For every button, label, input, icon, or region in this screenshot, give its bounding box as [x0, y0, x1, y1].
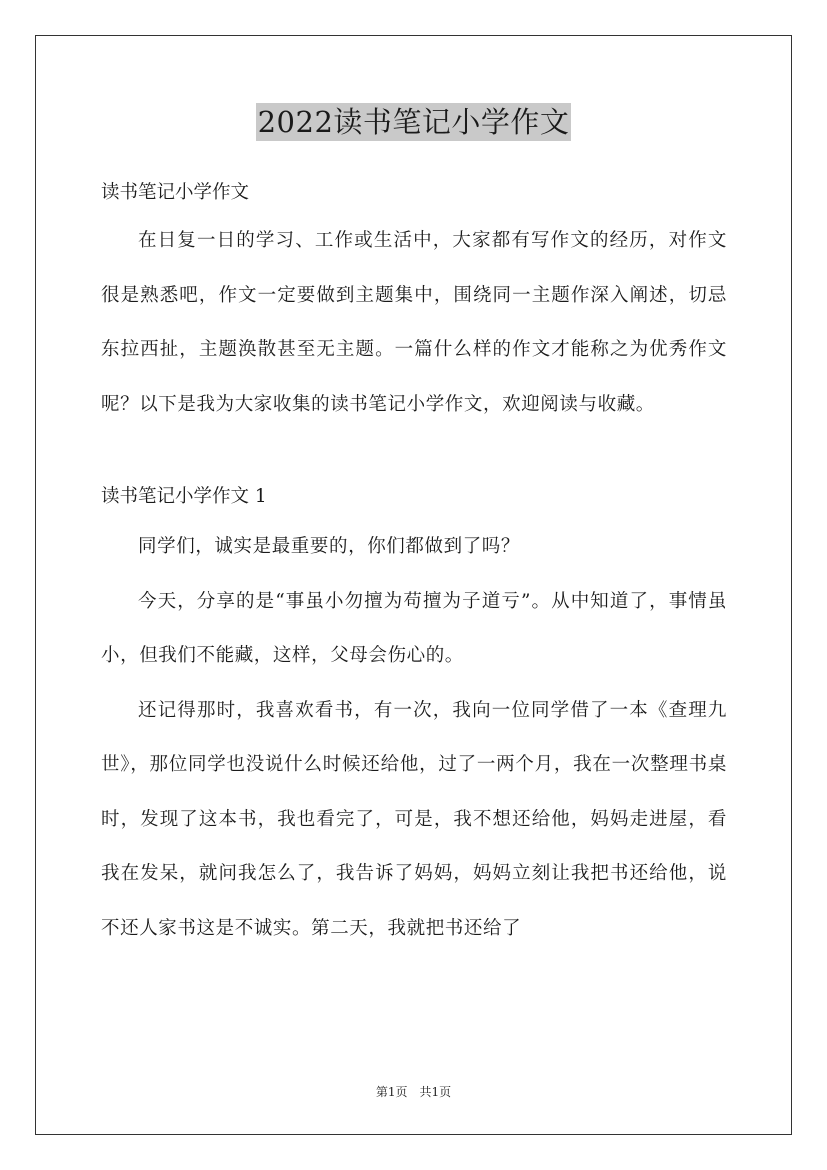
section-1-heading: 读书笔记小学作文 1 [101, 486, 267, 507]
document-heading: 读书笔记小学作文 [101, 182, 250, 203]
page-footer: 第1页 共1页 [375, 1085, 452, 1099]
document-body [101, 172, 727, 956]
section-1-paragraph-3: 还记得那时，我喜欢看书，有一次，我向一位同学借了一本《查理九世》，那位同学也没说什么时候还给他，过了一两个月，我在一次整理书桌时，发现了这本书，我也看完了，可是，我不想还给他，妈妈走进屋，看我在发呆，就问我怎么了，我告诉了妈妈，妈妈立刻让我把书还给他，说不还人家书这是不诚实。第二天，我就把书还给了 [101, 699, 727, 939]
section-1-paragraph-1: 同学们，诚实是最重要的，你们都做到了吗？ [138, 536, 521, 557]
title-container [0, 103, 827, 141]
document-title: 2022读书笔记小学作文 [257, 105, 570, 139]
intro-paragraph: 在日复一日的学习、工作或生活中，大家都有写作文的经历，对作文很是熟悉吧，作文一定要做到主题集中，围绕同一主题作深入阐述，切忌东拉西扯，主题涣散甚至无主题。一篇什么样的作文才能称之为优秀作文呢？以下是我为大家收集的读书笔记小学作文，欢迎阅读与收藏。 [101, 230, 727, 415]
section-spacer [101, 432, 727, 476]
section-1-paragraph-2: 今天，分享的是“事虽小勿擅为苟擅为子道亏”。从中知道了，事情虽小，但我们不能藏，这样，父母会伤心的。 [101, 590, 727, 666]
